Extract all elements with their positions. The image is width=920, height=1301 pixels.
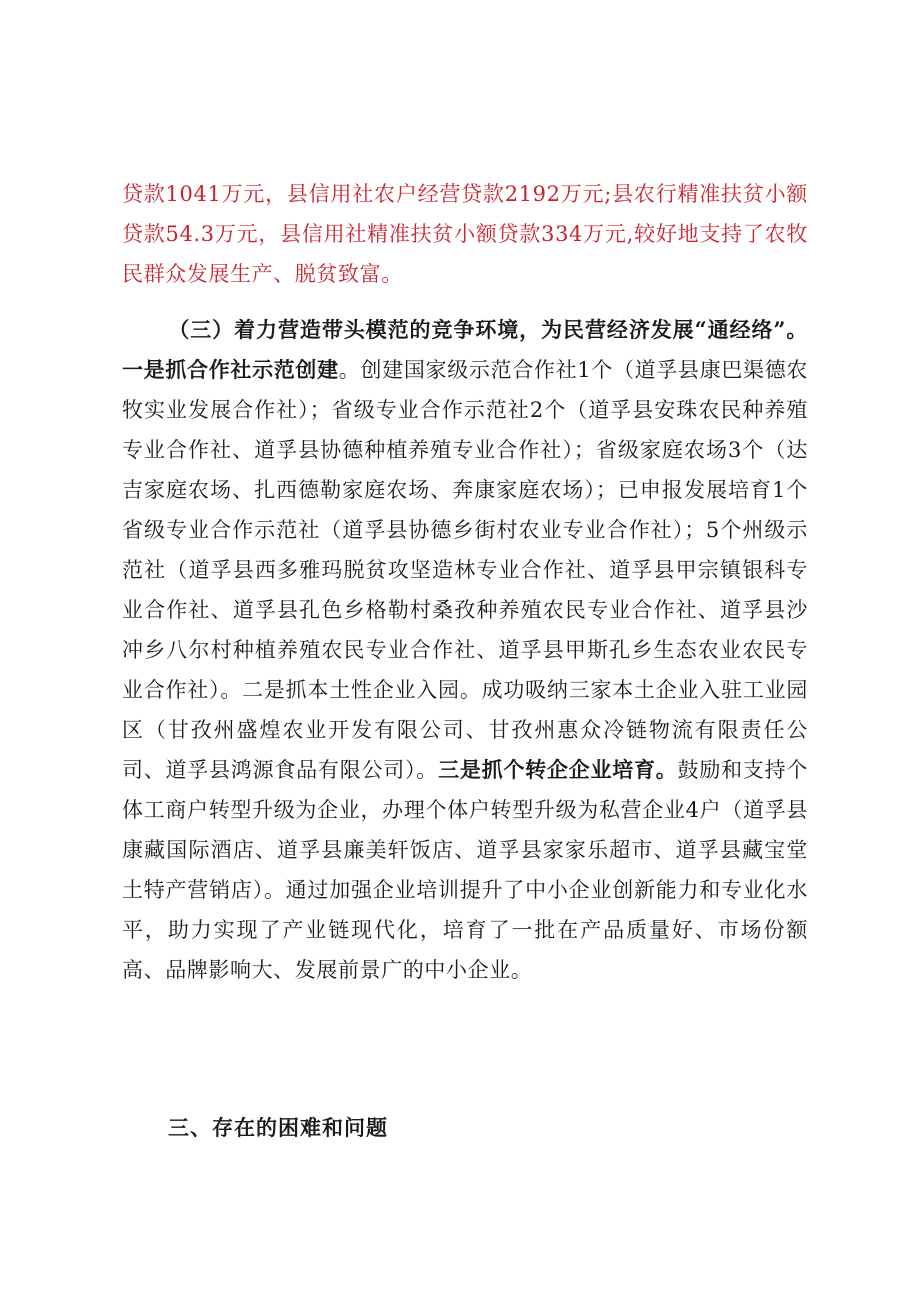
item-3-title: 三是抓个转企企业培育。 — [438, 757, 678, 782]
item-3-text: 鼓励和支持个体工商户转型升级为企业，办理个体户转型升级为私营企业4户（道孚县康藏国际酒店、道孚县廉美轩饭店、道孚县家家乐超市、道孚县藏宝堂土特产营销店）。通过加强企业培训提升了中小企业创新能力和专业化水平，助力实现了产业链现代化，培育了一批在产品质量好、市场份额高、品牌影响大、发展前景广的中小企业。 — [122, 758, 808, 982]
paragraph-loan-figures: 贷款1041万元，县信用社农户经营贷款2192万元;县农行精准扶贫小额贷款54.3万元，县信用社精准扶贫小额贷款334万元,较好地支持了农牧民群众发展生产、脱贫致富。 — [122, 182, 808, 286]
item-1-title: 一是抓合作社示范创建 — [122, 357, 339, 382]
section-heading: 三、存在的困难和问题 — [168, 1115, 388, 1140]
paragraph-competition-environment — [122, 310, 808, 990]
item-1-text: 。创建国家级示范合作社1个（道孚县康巴渠德农牧实业发展合作社）；省级专业合作示范社2个（道孚县安珠农民种养殖专业合作社、道孚县协德种植养殖专业合作社）；省级家庭农场3个（达吉家庭农场、扎西德勒家庭农场、奔康家庭农场）；已申报发展培育1个省级专业合作示范社（道孚县协德乡街村农业专业合作社）；5个州级示范社（道孚县西多雅玛脱贫攻坚造林专业合作社、道孚县甲宗镇银科专业合作社、道孚县孔色乡格勒村桑孜种养殖农民专业合作社、道孚县沙冲乡八尔村种植养殖农民专业合作社、道孚县甲斯孔乡生态农业农民专业合作社）。二是抓本土性企业入园。成功吸纳三家本土企业入驻工业园区（甘孜州盛煌农业开发有限公司、甘孜州惠众冷链物流有限责任公司、道孚县鸿源食品有限公司）。 — [122, 358, 809, 782]
subsection-heading: （三）着力营造带头模范的竞争环境，为民营经济发展“通经络”。 — [168, 317, 808, 342]
